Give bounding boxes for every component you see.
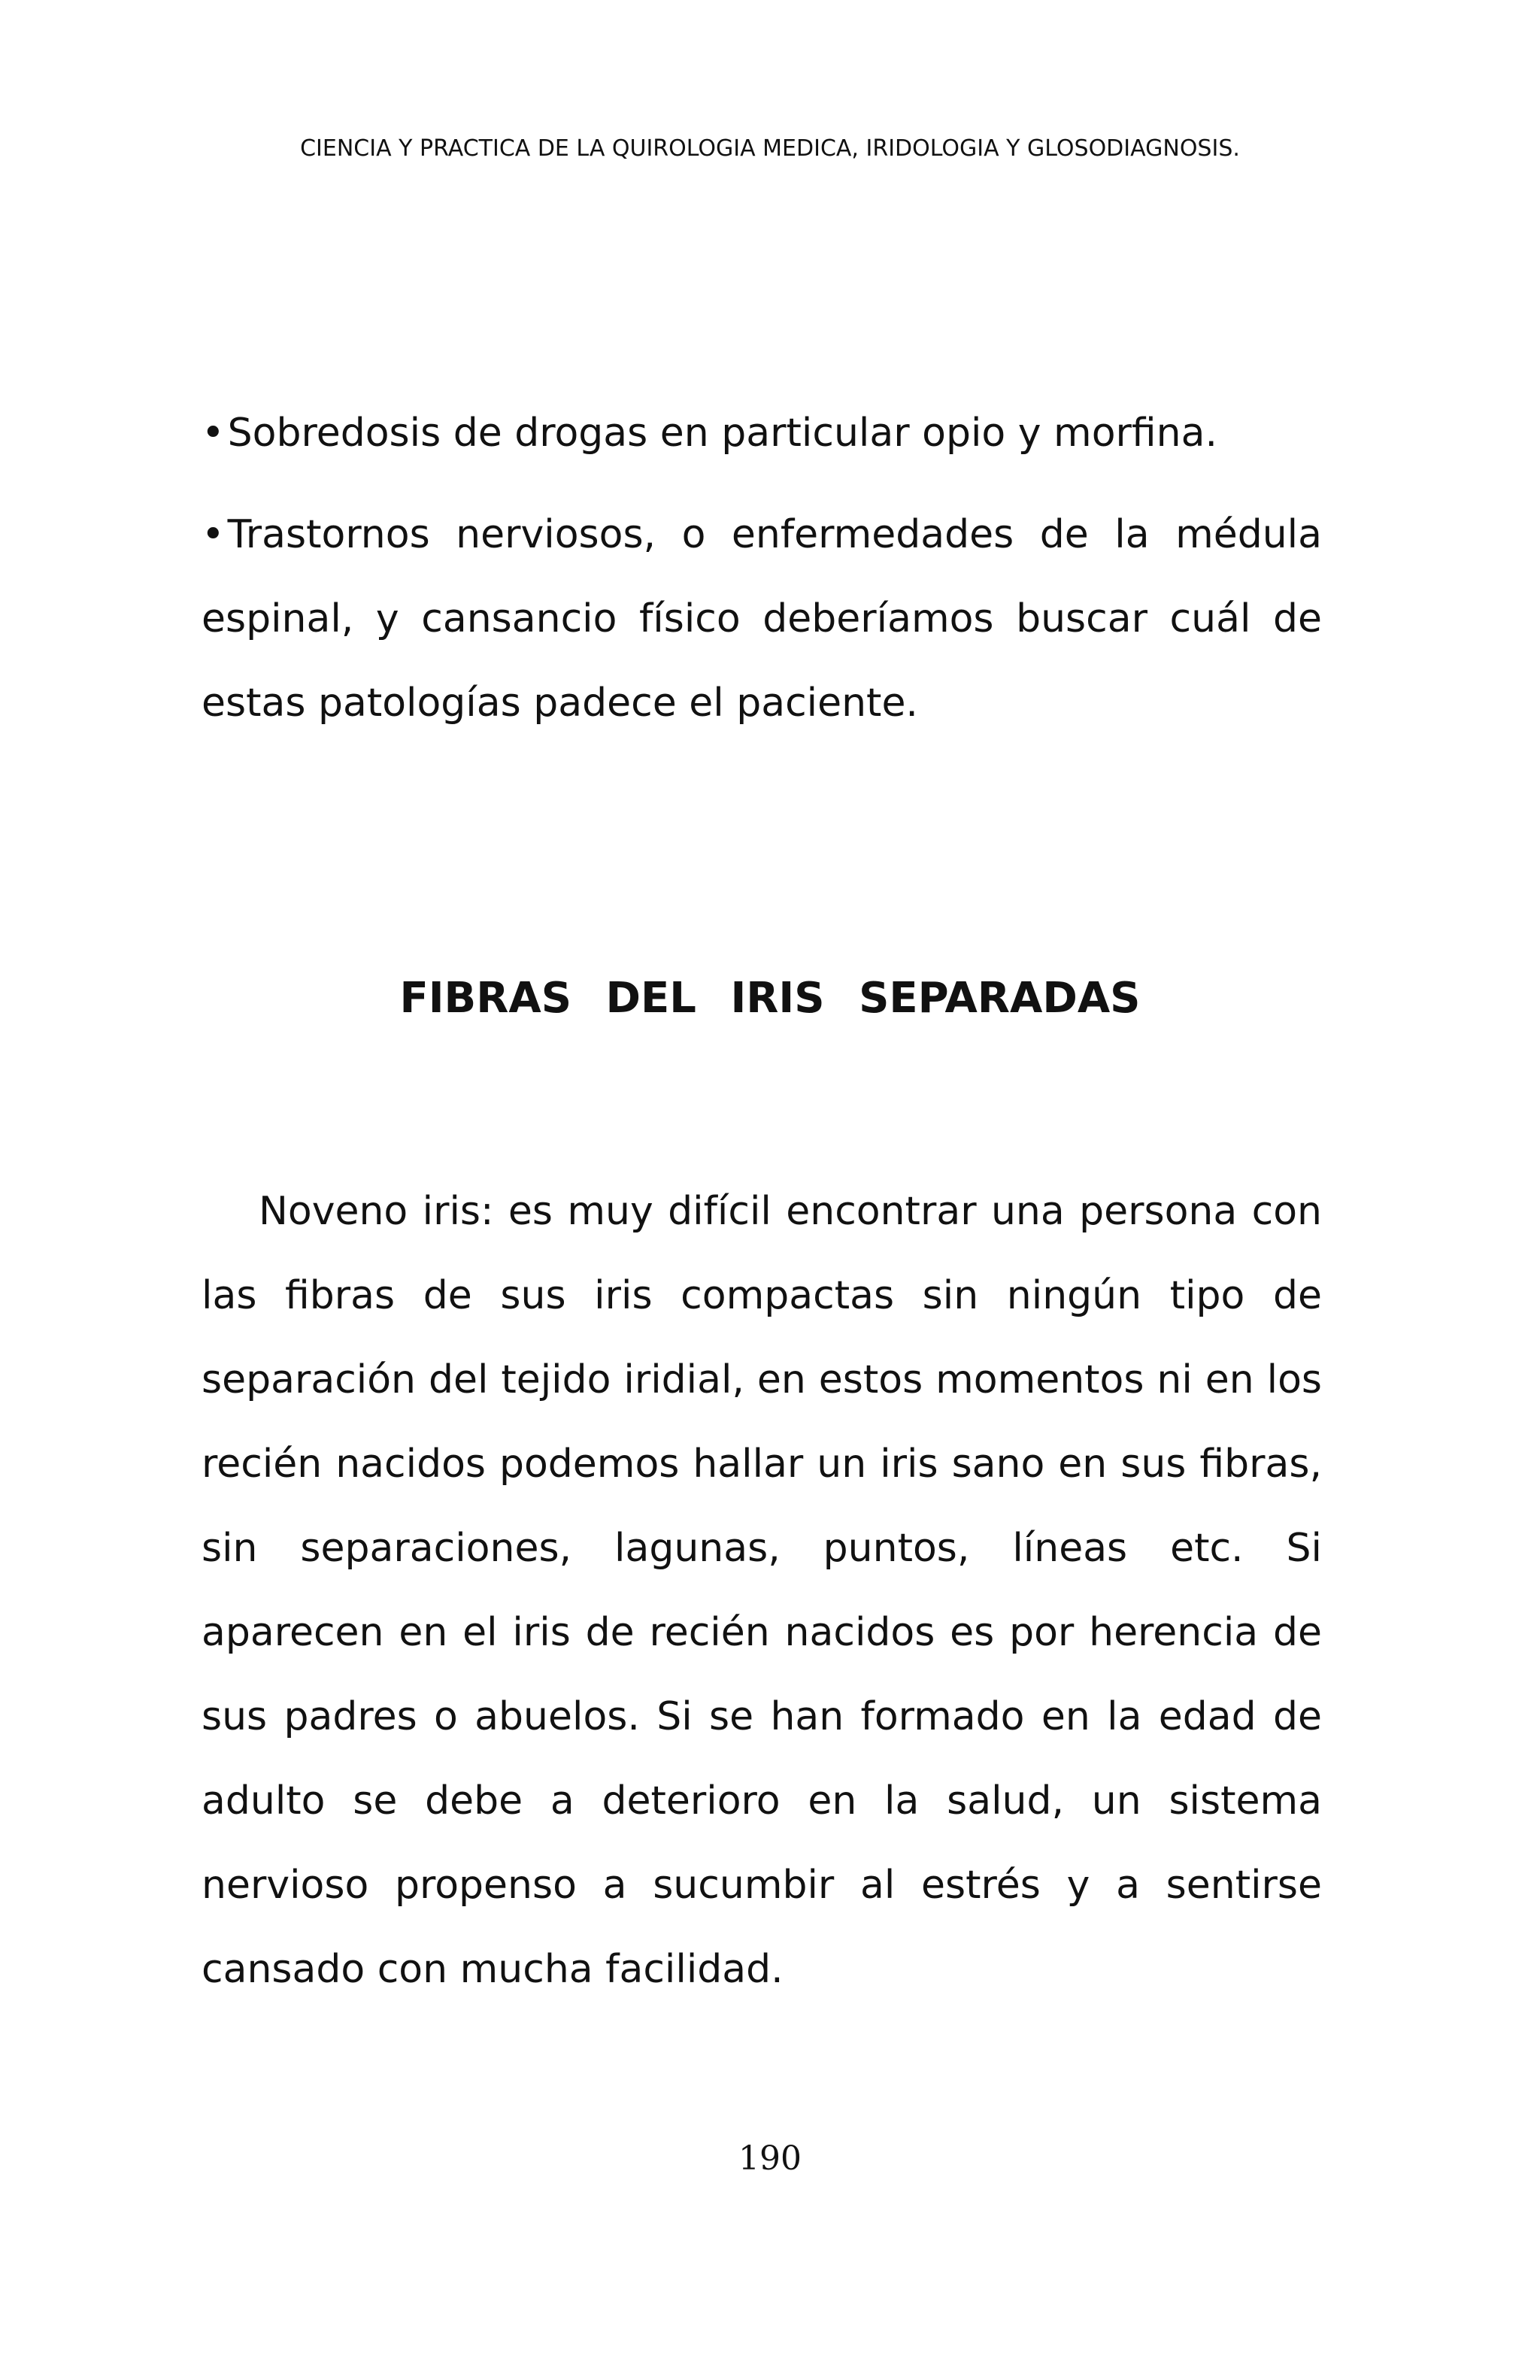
bullet-item-nervous-disorders bbox=[202, 493, 1322, 745]
bullet-text: Sobredosis de drogas en particular opio y morfina. bbox=[227, 411, 1217, 456]
running-header: CIENCIA Y PRACTICA DE LA QUIROLOGIA MEDICA, IRIDOLOGIA Y GLOSODIAGNOSIS. bbox=[300, 135, 1240, 162]
body-paragraph: Noveno iris: es muy difícil encontrar una persona con las fibras de sus iris compactas sin ningún tipo de separación del tejido iridial, en estos momentos ni en los recién nacidos podemos hallar un iris sano en sus fibras, sin separaciones, lagunas, puntos, líneas etc. Si aparecen en el iris de recién nacidos es por herencia de sus padres o abuelos. Si se han formado en la edad de adulto se debe a deterioro en la salud, un sistema nervioso propenso a sucumbir al estrés y a sentirse cansado con mucha facilidad. bbox=[202, 1189, 1322, 1992]
section-heading: FIBRAS DEL IRIS SEPARADAS bbox=[399, 974, 1141, 1023]
bullet-icon: • bbox=[202, 411, 225, 456]
page-number: 190 bbox=[738, 2139, 802, 2178]
bullet-item-drug-overdose bbox=[202, 391, 1322, 475]
bullet-icon: • bbox=[202, 512, 225, 557]
bullet-text: Trastornos nerviosos, o enfermedades de la médula espinal, y cansancio físico deberíamos buscar cuál de estas patologías padece el paciente. bbox=[202, 512, 1322, 726]
